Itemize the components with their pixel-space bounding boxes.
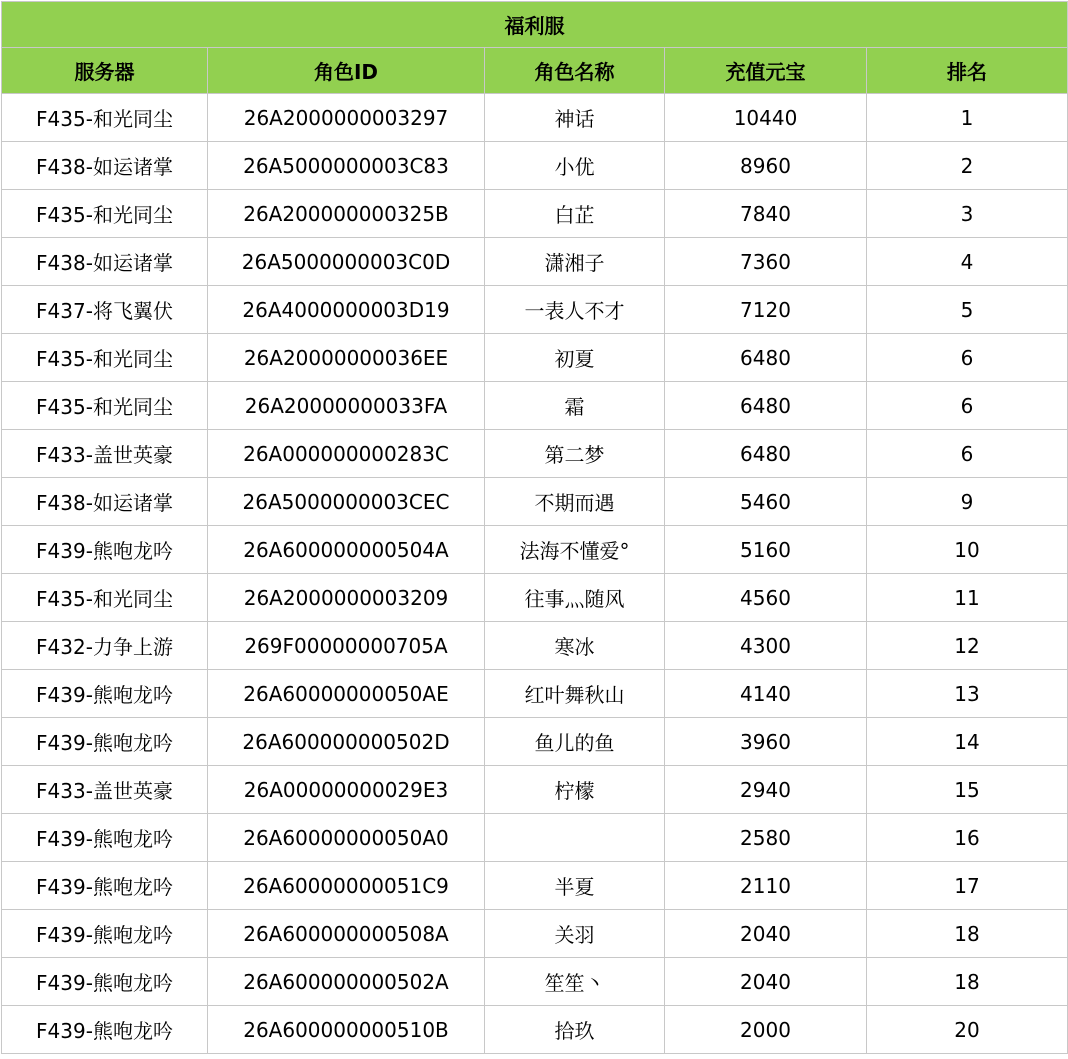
cell-recharge: 7360 [665, 238, 867, 286]
cell-server: F435-和光同尘 [2, 190, 208, 238]
cell-role-id: 26A2000000003209 [208, 574, 485, 622]
cell-recharge: 6480 [665, 334, 867, 382]
column-header-role-id: 角色ID [208, 48, 485, 94]
cell-role-name: 鱼儿的鱼 [485, 718, 665, 766]
cell-recharge: 2940 [665, 766, 867, 814]
table-row [2, 766, 1068, 814]
cell-role-id: 26A600000000508A [208, 910, 485, 958]
cell-rank: 5 [867, 286, 1068, 334]
cell-role-id: 26A200000000325B [208, 190, 485, 238]
cell-server: F435-和光同尘 [2, 94, 208, 142]
table-row [2, 94, 1068, 142]
cell-role-name: 小优 [485, 142, 665, 190]
cell-recharge: 5160 [665, 526, 867, 574]
cell-server: F438-如运诸掌 [2, 142, 208, 190]
cell-server: F435-和光同尘 [2, 574, 208, 622]
cell-rank: 13 [867, 670, 1068, 718]
cell-rank: 12 [867, 622, 1068, 670]
table-row [2, 814, 1068, 862]
cell-server: F439-熊咆龙吟 [2, 718, 208, 766]
ranking-table [1, 1, 1068, 1054]
table-row [2, 622, 1068, 670]
table-row [2, 286, 1068, 334]
table-row [2, 958, 1068, 1006]
cell-role-name: 不期而遇 [485, 478, 665, 526]
cell-recharge: 4140 [665, 670, 867, 718]
cell-server: F435-和光同尘 [2, 334, 208, 382]
cell-server: F435-和光同尘 [2, 382, 208, 430]
cell-role-name: 一表人不才 [485, 286, 665, 334]
cell-rank: 11 [867, 574, 1068, 622]
cell-role-name: 寒冰 [485, 622, 665, 670]
cell-role-id: 26A00000000029E3 [208, 766, 485, 814]
cell-role-id: 26A4000000003D19 [208, 286, 485, 334]
cell-rank: 16 [867, 814, 1068, 862]
cell-recharge: 4560 [665, 574, 867, 622]
cell-recharge: 3960 [665, 718, 867, 766]
cell-rank: 6 [867, 334, 1068, 382]
cell-recharge: 6480 [665, 382, 867, 430]
cell-role-id: 269F00000000705A [208, 622, 485, 670]
cell-server: F439-熊咆龙吟 [2, 814, 208, 862]
cell-rank: 3 [867, 190, 1068, 238]
cell-rank: 20 [867, 1006, 1068, 1054]
cell-server: F433-盖世英豪 [2, 430, 208, 478]
cell-rank: 2 [867, 142, 1068, 190]
table-row [2, 142, 1068, 190]
cell-recharge: 2110 [665, 862, 867, 910]
column-header-rank: 排名 [867, 48, 1068, 94]
column-header-recharge: 充值元宝 [665, 48, 867, 94]
cell-recharge: 6480 [665, 430, 867, 478]
cell-server: F439-熊咆龙吟 [2, 910, 208, 958]
cell-role-id: 26A20000000033FA [208, 382, 485, 430]
table-title: 福利服 [2, 2, 1068, 48]
cell-role-name: 关羽 [485, 910, 665, 958]
cell-role-id: 26A600000000510B [208, 1006, 485, 1054]
cell-rank: 1 [867, 94, 1068, 142]
cell-role-name: 半夏 [485, 862, 665, 910]
cell-recharge: 2580 [665, 814, 867, 862]
table-row [2, 862, 1068, 910]
cell-recharge: 7840 [665, 190, 867, 238]
cell-role-name: 白芷 [485, 190, 665, 238]
cell-role-id: 26A60000000051C9 [208, 862, 485, 910]
cell-role-id: 26A60000000050AE [208, 670, 485, 718]
cell-role-id: 26A5000000003C83 [208, 142, 485, 190]
cell-role-name [485, 814, 665, 862]
cell-role-name: 拾玖 [485, 1006, 665, 1054]
cell-role-id: 26A2000000003297 [208, 94, 485, 142]
table-row [2, 430, 1068, 478]
cell-role-name: 红叶舞秋山 [485, 670, 665, 718]
cell-role-id: 26A20000000036EE [208, 334, 485, 382]
cell-role-id: 26A600000000504A [208, 526, 485, 574]
table-row [2, 718, 1068, 766]
cell-role-id: 26A5000000003C0D [208, 238, 485, 286]
table-row [2, 910, 1068, 958]
cell-role-id: 26A60000000050A0 [208, 814, 485, 862]
cell-rank: 18 [867, 910, 1068, 958]
column-header-server: 服务器 [2, 48, 208, 94]
cell-role-name: 霜 [485, 382, 665, 430]
cell-rank: 15 [867, 766, 1068, 814]
cell-server: F439-熊咆龙吟 [2, 1006, 208, 1054]
cell-server: F439-熊咆龙吟 [2, 958, 208, 1006]
cell-server: F439-熊咆龙吟 [2, 526, 208, 574]
cell-role-name: 第二梦 [485, 430, 665, 478]
cell-server: F439-熊咆龙吟 [2, 670, 208, 718]
table-row [2, 574, 1068, 622]
cell-rank: 9 [867, 478, 1068, 526]
cell-rank: 18 [867, 958, 1068, 1006]
table-row [2, 238, 1068, 286]
table-row [2, 1006, 1068, 1054]
table-row [2, 478, 1068, 526]
cell-server: F438-如运诸掌 [2, 478, 208, 526]
cell-recharge: 4300 [665, 622, 867, 670]
cell-recharge: 8960 [665, 142, 867, 190]
cell-recharge: 2000 [665, 1006, 867, 1054]
cell-rank: 6 [867, 382, 1068, 430]
cell-role-name: 柠檬 [485, 766, 665, 814]
table-row [2, 190, 1068, 238]
cell-recharge: 2040 [665, 910, 867, 958]
cell-role-id: 26A000000000283C [208, 430, 485, 478]
cell-recharge: 10440 [665, 94, 867, 142]
cell-rank: 10 [867, 526, 1068, 574]
cell-role-id: 26A5000000003CEC [208, 478, 485, 526]
cell-server: F432-力争上游 [2, 622, 208, 670]
table-row [2, 334, 1068, 382]
cell-server: F437-将飞翼伏 [2, 286, 208, 334]
cell-rank: 6 [867, 430, 1068, 478]
cell-server: F439-熊咆龙吟 [2, 862, 208, 910]
cell-role-name: 笙笙丶 [485, 958, 665, 1006]
cell-rank: 17 [867, 862, 1068, 910]
table-row [2, 526, 1068, 574]
cell-recharge: 2040 [665, 958, 867, 1006]
cell-role-id: 26A600000000502D [208, 718, 485, 766]
cell-role-name: 初夏 [485, 334, 665, 382]
cell-recharge: 5460 [665, 478, 867, 526]
column-header-role-name: 角色名称 [485, 48, 665, 94]
cell-role-name: 往事灬随风 [485, 574, 665, 622]
table-row [2, 382, 1068, 430]
cell-rank: 4 [867, 238, 1068, 286]
cell-role-name: 法海不懂爱° [485, 526, 665, 574]
cell-role-name: 神话 [485, 94, 665, 142]
cell-recharge: 7120 [665, 286, 867, 334]
cell-server: F433-盖世英豪 [2, 766, 208, 814]
table-body [2, 94, 1068, 1054]
cell-role-name: 潇湘子 [485, 238, 665, 286]
title-row [2, 2, 1068, 48]
table-row [2, 670, 1068, 718]
cell-server: F438-如运诸掌 [2, 238, 208, 286]
header-row [2, 48, 1068, 94]
cell-role-id: 26A600000000502A [208, 958, 485, 1006]
cell-rank: 14 [867, 718, 1068, 766]
